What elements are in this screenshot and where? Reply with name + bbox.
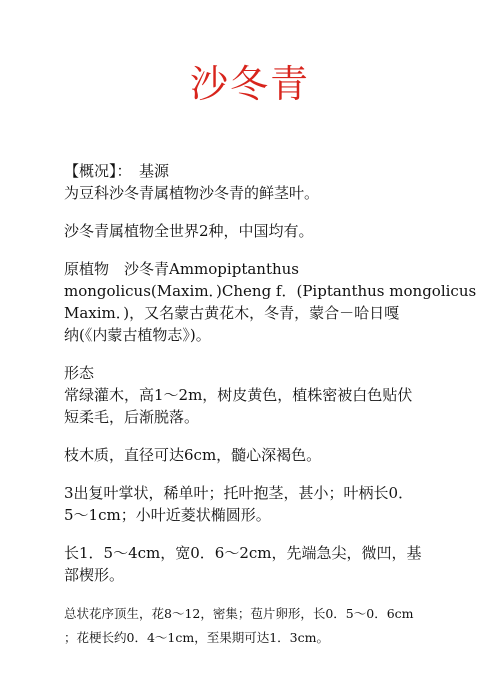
text-line: ；花梗长约0．4～1cm，至果期可达1．3cm。 xyxy=(64,630,329,645)
text-line: 【概况】： 基源 xyxy=(64,162,170,180)
document-body xyxy=(64,160,477,650)
text-line: 部楔形。 xyxy=(64,566,125,584)
paragraph-original-plant xyxy=(64,258,477,346)
text-line: Maxim．)，又名蒙古黄花木，冬青，蒙合－哈日嘎 xyxy=(64,304,400,322)
text-line: 5～1cm；小叶近菱状椭圆形。 xyxy=(64,506,271,524)
text-line: 沙冬青属植物全世界2种，中国均有。 xyxy=(64,222,314,240)
paragraph-leaf-size xyxy=(64,542,444,586)
text-line: 总状花序顶生，花8～12，密集；苞片卵形，长0．5～0．6cm xyxy=(64,606,414,621)
paragraph-leaf xyxy=(64,482,444,526)
text-line: 短柔毛，后渐脱落。 xyxy=(64,408,200,426)
text-line: 纳(《内蒙古植物志》)。 xyxy=(64,326,211,344)
text-line: 为豆科沙冬青属植物沙冬青的鲜茎叶。 xyxy=(64,184,320,202)
paragraph-inflorescence xyxy=(64,602,444,650)
paragraph-morphology xyxy=(64,362,444,428)
text-line: mongolicus(Maxim．)Cheng f．(Piptanthus mongolicus xyxy=(64,282,477,300)
text-line: 原植物 沙冬青Ammopiptanthus xyxy=(64,260,299,278)
text-line: 长1．5～4cm，宽0．6～2cm，先端急尖，微凹，基 xyxy=(64,544,422,562)
paragraph-branch xyxy=(64,444,444,466)
paragraph-species-count xyxy=(64,220,444,242)
page-title: 沙冬青 xyxy=(189,62,310,106)
text-line: 形态 xyxy=(64,364,95,382)
text-line: 3出复叶掌状，稀单叶；托叶抱茎，甚小；叶柄长0． xyxy=(64,484,414,502)
text-line: 常绿灌木，高1～2m，树皮黄色，植株密被白色贴伏 xyxy=(64,386,413,404)
text-line: 枝木质，直径可达6cm，髓心深褐色。 xyxy=(64,446,322,464)
paragraph-overview xyxy=(64,160,444,204)
